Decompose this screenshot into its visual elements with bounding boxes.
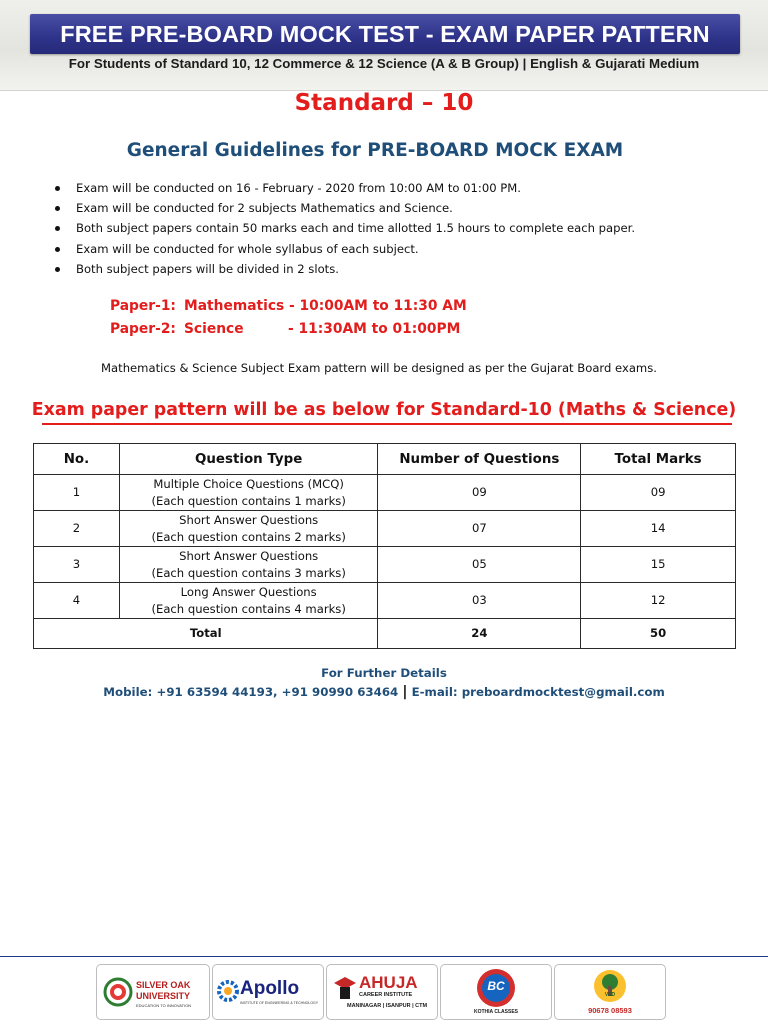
column-header: Number of Questions — [378, 444, 581, 475]
kothia-classes-logo — [440, 964, 552, 1020]
column-header: Question Type — [119, 444, 378, 475]
silver-oak-line2: UNIVERSITY — [136, 991, 191, 1001]
standard-title: Standard – 10 — [294, 90, 474, 116]
total-marks: 15 — [581, 547, 736, 583]
paper-time: - 11:30AM to 01:00PM — [288, 321, 461, 337]
ahuja-career-institute-logo — [326, 964, 438, 1020]
apollo-tagline: INSTITUTE OF ENGINEERING & TECHNOLOGY — [240, 1001, 319, 1005]
paper-1-schedule — [110, 298, 467, 314]
table-row — [34, 583, 736, 619]
row-number: 4 — [34, 583, 120, 619]
silver-oak-university-logo — [96, 964, 210, 1020]
column-header: Total Marks — [581, 444, 736, 475]
banner-title: FREE PRE-BOARD MOCK TEST - EXAM PAPER PATTERN — [30, 14, 740, 54]
contact-separator: | — [402, 684, 408, 700]
ahuja-name: AHUJA — [359, 973, 418, 992]
mobile-numbers: Mobile: +91 63594 44193, +91 90990 63464 — [103, 685, 399, 699]
apollo-gear-icon — [217, 980, 239, 1002]
email-link[interactable]: E-mail: preboardmocktest@gmail.com — [411, 685, 665, 699]
ved-tree-icon — [592, 968, 628, 1004]
question-type-name: Short Answer Questions — [179, 548, 319, 563]
banner-subtitle: For Students of Standard 10, 12 Commerce & 12 Science (A & B Group) | English & Gujarati Medium — [68, 56, 700, 71]
question-type-detail: (Each question contains 4 marks) — [151, 601, 346, 616]
paper-subject: Mathematics — [184, 298, 285, 314]
question-type-detail: (Each question contains 1 marks) — [151, 493, 346, 508]
ahuja-line2: CAREER INSTITUTE — [359, 992, 413, 998]
paper-2-schedule — [110, 321, 460, 337]
question-type-detail: (Each question contains 3 marks) — [151, 565, 346, 580]
table-row — [34, 547, 736, 583]
total-marks-sum: 50 — [581, 619, 736, 649]
apollo-name: Apollo — [240, 978, 300, 999]
question-type-detail: (Each question contains 2 marks) — [151, 529, 346, 544]
pattern-note: Mathematics & Science Subject Exam pattern will be designed as per the Gujarat Board exams. — [101, 361, 657, 375]
pattern-title-underline — [42, 423, 732, 425]
table-row — [34, 475, 736, 511]
total-marks: 14 — [581, 511, 736, 547]
table-total-row — [34, 619, 736, 649]
question-type — [119, 511, 378, 547]
total-marks: 09 — [581, 475, 736, 511]
table-header-row — [34, 444, 736, 475]
header-banner — [0, 0, 768, 91]
question-type-name: Short Answer Questions — [179, 512, 319, 527]
paper-label: Paper-2: — [110, 321, 176, 337]
question-type-name: Long Answer Questions — [180, 584, 317, 599]
row-number: 3 — [34, 547, 120, 583]
guideline-item: Exam will be conducted for whole syllabus of each subject. — [52, 239, 752, 259]
guideline-item: Both subject papers contain 50 marks each and time allotted 1.5 hours to complete each paper. — [52, 218, 752, 238]
contact-line — [0, 684, 768, 700]
total-question-count: 24 — [378, 619, 581, 649]
question-count: 09 — [378, 475, 581, 511]
kothia-monogram: BC — [487, 979, 505, 993]
paper-subject: Science — [184, 321, 244, 337]
guideline-item: Both subject papers will be divided in 2 slots. — [52, 259, 752, 279]
question-type — [119, 475, 378, 511]
question-type-name: Multiple Choice Questions (MCQ) — [153, 476, 344, 491]
ahuja-graduate-icon — [333, 975, 357, 1001]
guidelines-list — [52, 178, 752, 279]
apollo-institute-logo — [212, 964, 324, 1020]
total-marks: 12 — [581, 583, 736, 619]
footer-divider — [0, 956, 768, 957]
ved-phone: 90678 08593 — [588, 1006, 632, 1015]
table-row — [34, 511, 736, 547]
row-number: 2 — [34, 511, 120, 547]
kothia-name: KOTHIA CLASSES — [474, 1009, 518, 1015]
column-header: No. — [34, 444, 120, 475]
row-number: 1 — [34, 475, 120, 511]
pattern-title: Exam paper pattern will be as below for Standard-10 (Maths & Science) — [31, 400, 737, 420]
silver-oak-emblem-icon — [103, 977, 133, 1007]
silver-oak-line3: EDUCATION TO INNOVATION — [136, 1003, 192, 1008]
question-count: 03 — [378, 583, 581, 619]
further-details-heading: For Further Details — [321, 666, 447, 680]
paper-time: - 10:00AM to 11:30 AM — [289, 298, 467, 314]
paper-label: Paper-1: — [110, 298, 176, 314]
guideline-item: Exam will be conducted on 16 - February - 2020 from 10:00 AM to 01:00 PM. — [52, 178, 752, 198]
total-label: Total — [34, 619, 378, 649]
ved-monogram: VED — [604, 992, 616, 998]
guidelines-title: General Guidelines for PRE-BOARD MOCK EXAM — [126, 140, 624, 161]
question-count: 07 — [378, 511, 581, 547]
silver-oak-line1: SILVER OAK — [136, 980, 191, 990]
ahuja-line3: MANINAGAR | ISANPUR | CTM — [347, 1003, 428, 1009]
ved-classes-logo — [554, 964, 666, 1020]
guideline-item: Exam will be conducted for 2 subjects Mathematics and Science. — [52, 198, 752, 218]
question-type — [119, 583, 378, 619]
exam-pattern-table — [33, 443, 736, 649]
question-type — [119, 547, 378, 583]
question-count: 05 — [378, 547, 581, 583]
